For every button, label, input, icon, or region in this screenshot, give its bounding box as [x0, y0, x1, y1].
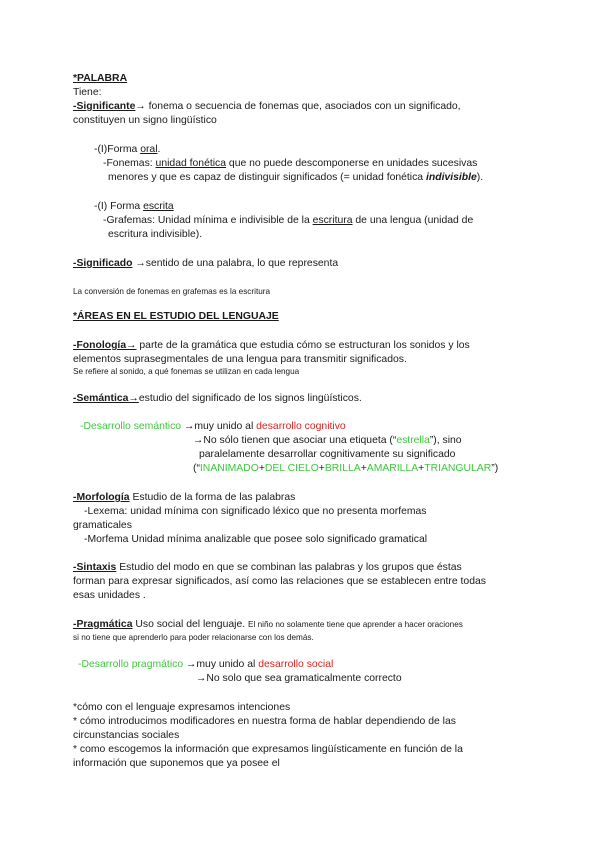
- tiene-label: Tiene:: [73, 87, 102, 98]
- fonemas-text-1: que no puede descomponerse en unidades sucesivas: [226, 158, 478, 169]
- semantica-detail-line-4: [193, 462, 498, 476]
- desarrollo-social-text: desarrollo social: [258, 659, 334, 670]
- semantica-line: [73, 392, 362, 406]
- significante-line-2: constituyen un signo lingüístico: [73, 115, 217, 126]
- bullet-1: *cómo con el lenguaje expresamos intenciones: [73, 702, 291, 713]
- grafemas-text-1a: -Grafemas: Unidad mínima e indivisible de la: [103, 215, 313, 226]
- bullet-2-line-1: * cómo introducimos modificadores en nuestra forma de hablar dependiendo de las: [73, 716, 456, 727]
- morfologia-text: Estudio de la forma de las palabras: [129, 492, 296, 503]
- fonologia-line-2: elementos suprasegmentales de una lengua para transmitir significados.: [73, 354, 407, 365]
- forma-escrita-heading: [94, 200, 174, 214]
- significado-term: -Significado: [73, 258, 133, 269]
- keyword-amarilla: AMARILLA: [366, 463, 419, 474]
- pragmatica-text-1b: El niño no solamente tiene que aprender a hacer oraciones: [248, 620, 463, 629]
- bullet-3-line-2: información que suponemos que ya posee el: [73, 758, 280, 769]
- significante-term: -Significante: [73, 101, 136, 112]
- fonemas-term: unidad fonética: [155, 158, 227, 169]
- semantica-term: -Semántica→: [73, 393, 139, 404]
- morfologia-term: -Morfología: [73, 492, 130, 503]
- indivisible-emphasis: indivisible: [425, 172, 477, 183]
- keyword-brilla: BRILLA: [324, 463, 361, 474]
- bullet-2-line-2: circunstancias sociales: [73, 730, 180, 741]
- keyword-del-cielo: DEL CIELO: [264, 463, 319, 474]
- fonemas-label: -Fonemas:: [103, 158, 156, 169]
- quote-close: ”): [491, 463, 499, 474]
- morfema-line: -Morfema Unidad mínima analizable que posee solo significado gramatical: [84, 534, 428, 545]
- fonemas-text-2a: menores y que es capaz de distinguir significados (= unidad fonética: [108, 172, 426, 183]
- fonologia-note: Se refiere al sonido, a qué fonemas se utilizan en cada lengua: [73, 367, 300, 376]
- quote-open: (“: [193, 463, 200, 474]
- plus-sign: +: [418, 463, 425, 474]
- significado-text: →sentido de una palabra, lo que representa: [132, 258, 339, 269]
- semantica-detail-2a: →No sólo tienen que asociar una etiqueta (“: [193, 435, 397, 446]
- section-title-areas: *ÁREAS EN EL ESTUDIO DEL LENGUAJE: [73, 311, 279, 322]
- estrella-word: estrella: [396, 435, 430, 446]
- fonologia-term: -Fonología→: [73, 340, 137, 351]
- desarrollo-cognitivo-text: desarrollo cognitivo: [256, 421, 346, 432]
- fonologia-line-1: [73, 339, 470, 353]
- forma-oral-word: oral: [140, 144, 158, 155]
- sintaxis-term: -Sintaxis: [73, 562, 117, 573]
- significante-text-1: fonema o secuencia de fonemas que, asociados con un significado,: [145, 101, 461, 112]
- pragmatica-detail-line-2: →No solo que sea gramaticalmente correcto: [196, 673, 402, 684]
- significante-line-1: [73, 100, 461, 114]
- plus-sign: +: [258, 463, 265, 474]
- pragmatica-term: -Pragmática: [73, 619, 133, 630]
- keyword-triangular: TRIANGULAR: [424, 463, 492, 474]
- sintaxis-line-3: esas unidades .: [73, 590, 146, 601]
- arrow-icon: →: [135, 101, 146, 112]
- conversion-note: La conversión de fonemas en grafemas es la escritura: [73, 287, 271, 296]
- fonologia-text-1: parte de la gramática que estudia cómo se estructuran los sonidos y los: [136, 340, 470, 351]
- sintaxis-line-1: [73, 561, 462, 575]
- forma-escrita-word: escrita: [143, 201, 174, 212]
- forma-escrita-prefix: -(I) Forma: [94, 201, 144, 212]
- section-title-palabra: *PALABRA: [73, 73, 128, 84]
- desarrollo-pragmatico-line: [78, 658, 333, 672]
- bullet-3-line-1: * como escogemos la información que expresamos lingüísticamente en función de la: [73, 744, 463, 755]
- desarrollo-semantico-label: -Desarrollo semántico: [80, 421, 182, 432]
- keyword-inanimado: INANIMADO: [199, 463, 259, 474]
- grafemas-line-1: [103, 214, 473, 228]
- lexema-line-1: -Lexema: unidad mínima con significado léxico que no presenta morfemas: [84, 506, 427, 517]
- morfologia-line: [73, 491, 295, 505]
- desarrollo-semantico-line: [80, 420, 346, 434]
- semantica-detail-line-3: paralelamente desarrollar cognitivamente su significado: [199, 449, 456, 460]
- plus-sign: +: [318, 463, 325, 474]
- grafemas-text-1b: de una lengua (unidad de: [352, 215, 474, 226]
- desarrollo-pragmatico-label: -Desarrollo pragmático: [78, 659, 184, 670]
- forma-oral-prefix: -(I)Forma: [94, 144, 141, 155]
- pragmatica-line-2: si no tiene que aprenderlo para poder relacionarse con los demás.: [73, 633, 314, 642]
- sintaxis-line-2: forman para expresar significados, así como las relaciones que se establecen entre todas: [73, 576, 486, 587]
- fonemas-line-2: [108, 171, 483, 185]
- fonemas-line-1: [103, 157, 477, 171]
- pragmatica-text-1a: Uso social del lenguaje.: [132, 619, 249, 630]
- semantica-detail-line-2: [193, 434, 462, 448]
- significado-line: [73, 257, 338, 271]
- pragmatica-line-1: [73, 618, 463, 632]
- semantica-text: estudio del significado de los signos lingüísticos.: [138, 393, 362, 404]
- fonemas-text-2b: ).: [476, 172, 484, 183]
- forma-oral-heading: [94, 143, 160, 157]
- sintaxis-text-1: Estudio del modo en que se combinan las palabras y los grupos que éstas: [116, 562, 462, 573]
- forma-oral-suffix: .: [157, 144, 161, 155]
- grafemas-term: escritura: [312, 215, 353, 226]
- lexema-line-2: gramaticales: [73, 520, 132, 531]
- plus-sign: +: [360, 463, 367, 474]
- grafemas-line-2: escritura indivisible).: [108, 229, 203, 240]
- desarrollo-pragmatico-mid: →muy unido al: [183, 659, 259, 670]
- semantica-detail-2b: ”), sino: [429, 435, 462, 446]
- desarrollo-semantico-mid: →muy unido al: [181, 421, 257, 432]
